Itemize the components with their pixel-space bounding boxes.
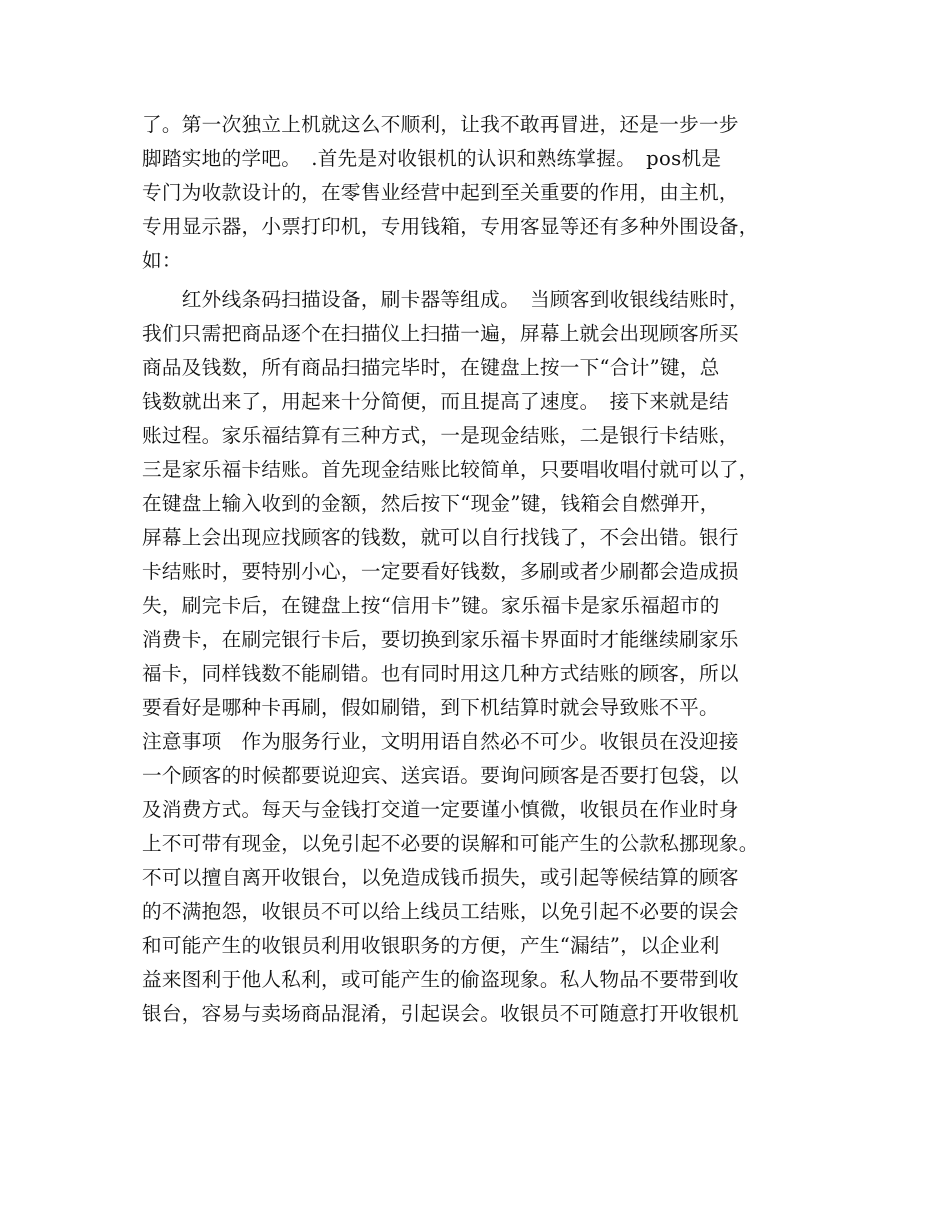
text-line: 的不满抱怨，收银员不可以给上线员工结账，以免引起不必要的误会 xyxy=(142,900,739,923)
text-line: 了。第一次独立上机就这么不顺利，让我不敢再冒进，还是一步一步 xyxy=(142,113,739,136)
text-line: 钱数就出来了，用起来十分简便，而且提高了速度。 接下来就是结 xyxy=(142,390,730,413)
text-line: 福卡，同样钱数不能刷错。也有同时用这几种方式结账的顾客，所以 xyxy=(142,662,739,685)
text-line: 屏幕上会出现应找顾客的钱数，就可以自行找钱了，不会出错。银行 xyxy=(142,526,739,549)
text-line: 三是家乐福卡结账。首先现金结账比较简单，只要唱收唱付就可以了， xyxy=(142,458,759,481)
text-line: 专门为收款设计的，在零售业经营中起到至关重要的作用，由主机， xyxy=(142,181,739,204)
body-text xyxy=(142,108,808,1031)
text-line: 银台，容易与卖场商品混淆，引起误会。收银员不可随意打开收银机 xyxy=(142,1002,739,1025)
text-line: 脚踏实地的学吧。 .首先是对收银机的认识和熟练掌握。 pos机是 xyxy=(142,147,722,170)
text-line: 不可以擅自离开收银台，以免造成钱币损失，或引起等候结算的顾客 xyxy=(142,866,739,889)
text-line: 上不可带有现金，以免引起不必要的误解和可能产生的公款私挪现象。 xyxy=(142,832,759,855)
text-line: 专用显示器，小票打印机，专用钱箱，专用客显等还有多种外围设备， xyxy=(142,215,759,238)
text-line: 在键盘上输入收到的金额，然后按下“现金”键，钱箱会自燃弹开， xyxy=(142,492,720,515)
text-line: 益来图利于他人私利，或可能产生的偷盗现象。私人物品不要带到收 xyxy=(142,968,739,991)
text-line: 如： xyxy=(142,249,182,272)
text-line: 要看好是哪种卡再刷，假如刷错，到下机结算时就会导致账不平。 xyxy=(142,696,719,719)
text-line: 失，刷完卡后，在键盘上按“信用卡”键。家乐福卡是家乐福超市的 xyxy=(142,594,720,617)
text-line: 我们只需把商品逐个在扫描仪上扫描一遍，屏幕上就会出现顾客所买 xyxy=(142,322,739,345)
text-line: 账过程。家乐福结算有三种方式，一是现金结账，二是银行卡结账， xyxy=(142,424,739,447)
text-line: 商品及钱数，所有商品扫描完毕时，在键盘上按一下“合计”键，总 xyxy=(142,356,720,379)
text-line: 及消费方式。每天与金钱打交道一定要谨小慎微，收银员在作业时身 xyxy=(142,798,739,821)
text-line: 红外线条码扫描设备，刷卡器等组成。 当顾客到收银线结账时， xyxy=(142,288,749,311)
text-line: 卡结账时，要特别小心，一定要看好钱数，多刷或者少刷都会造成损 xyxy=(142,560,739,583)
text-line: 和可能产生的收银员利用收银职务的方便，产生“漏结”，以企业利 xyxy=(142,934,720,957)
text-line: 注意事项 作为服务行业，文明用语自然必不可少。收银员在没迎接 xyxy=(142,730,739,753)
text-line: 一个顾客的时候都要说迎宾、送宾语。要询问顾客是否要打包袋，以 xyxy=(142,764,739,787)
text-line: 消费卡，在刷完银行卡后，要切换到家乐福卡界面时才能继续刷家乐 xyxy=(142,628,739,651)
